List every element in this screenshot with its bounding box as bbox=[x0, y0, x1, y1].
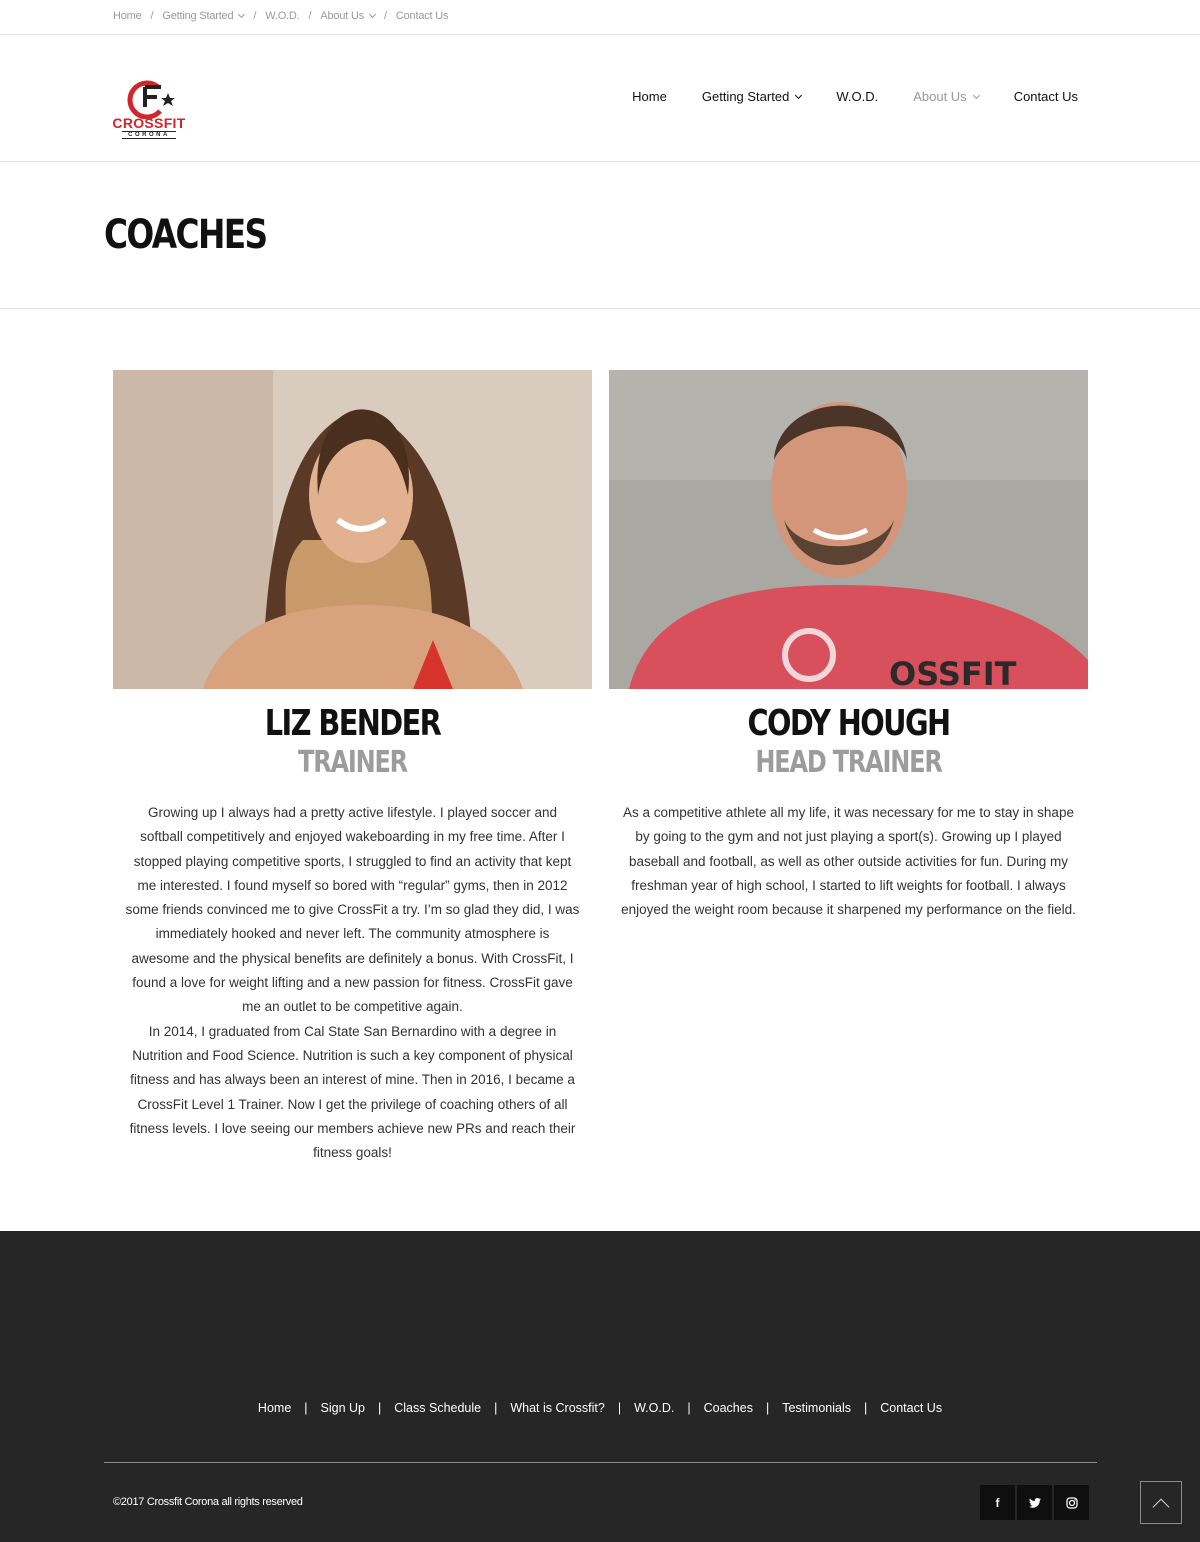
coach-photo-illustration bbox=[113, 370, 592, 689]
coach-photo bbox=[609, 370, 1088, 689]
nav-item-getting-started[interactable]: Getting Started bbox=[702, 89, 801, 104]
social-links bbox=[980, 1485, 1091, 1520]
main-nav bbox=[597, 89, 1078, 104]
coach-bio-paragraph: As a competitive athlete all my life, it was necessary for me to stay in shape by going to the gym and not just playing a sport(s). Growing up I played baseball and football, as well as other outside activities for fun. During my freshman year of high school, I started to lift weights for football. I always enjoyed the weight room because it sharpened my performance on the field. bbox=[621, 805, 1076, 918]
chevron-down-icon bbox=[369, 11, 376, 18]
coach-name: LIZ BENDER bbox=[264, 703, 441, 744]
coach-bio-paragraph: In 2014, I graduated from Cal State San Bernardino with a degree in Nutrition and Food Science. Nutrition is such a key component of physical fitness and has always been an interest of mine. Then in 2016, I became a CrossFit Level 1 Trainer. Now I get the privilege of coaching others of all fitness levels. I love seeing our members achieve new PRs and reach their fitness goals! bbox=[129, 1023, 576, 1161]
coach-name: CODY HOUGH bbox=[747, 703, 950, 744]
logo-sub-text: CORONA bbox=[122, 131, 176, 139]
coach-photo bbox=[113, 370, 592, 689]
site-footer bbox=[0, 1231, 1200, 1542]
instagram-icon[interactable] bbox=[1054, 1485, 1089, 1520]
crossfit-emblem-icon bbox=[105, 79, 193, 119]
footer-link-separator: | bbox=[863, 1401, 868, 1415]
breadcrumb-home[interactable]: Home bbox=[113, 10, 142, 22]
nav-item-contact-us[interactable]: Contact Us bbox=[1013, 89, 1078, 104]
coach-card bbox=[113, 370, 592, 1165]
svg-text:OSSFIT: OSSFIT bbox=[889, 655, 1017, 689]
footer-link-separator: | bbox=[378, 1401, 382, 1415]
breadcrumb-getting-started[interactable]: Getting Started bbox=[162, 10, 244, 22]
footer-link-separator: | bbox=[494, 1401, 498, 1415]
coach-role: TRAINER bbox=[298, 745, 407, 780]
copyright-text: ©2017 Crossfit Corona all rights reserved bbox=[113, 1496, 303, 1508]
footer-rule bbox=[104, 1462, 1097, 1463]
nav-item-about-us[interactable]: About Us bbox=[913, 89, 978, 104]
chevron-down-icon bbox=[973, 91, 980, 98]
site-header bbox=[0, 35, 1200, 162]
breadcrumb-about-us[interactable]: About Us bbox=[320, 10, 375, 22]
breadcrumb-wod[interactable]: W.O.D. bbox=[265, 10, 300, 22]
coach-bio bbox=[609, 801, 1088, 922]
coach-bio-paragraph: Growing up I always had a pretty active lifestyle. I played soccer and softball competitively and enjoyed wakeboarding in my free time. After I stopped playing competitive sports, I struggled to find an activity that kept me interested. I found myself so bored with “regular” gyms, then in 2012 some friends convinced me to give CrossFit a try. I’m so glad they did, I was immediately hooked and never left. The community atmosphere is awesome and the physical benefits are definitely a bonus. With CrossFit, I found a love for weight lifting and a new passion for fitness. CrossFit gave me an outlet to be competitive again. bbox=[125, 805, 580, 1015]
footer-link-home[interactable]: Home bbox=[257, 1401, 292, 1415]
footer-link-class-schedule[interactable]: Class Schedule bbox=[394, 1401, 482, 1415]
breadcrumb bbox=[113, 10, 448, 22]
instagram-glyph-icon bbox=[1066, 1497, 1078, 1509]
footer-link-separator: | bbox=[687, 1401, 691, 1415]
coach-bio bbox=[113, 801, 592, 1165]
top-breadcrumb-bar bbox=[0, 0, 1200, 35]
nav-item-wod[interactable]: W.O.D. bbox=[836, 89, 879, 104]
footer-link-wod[interactable]: W.O.D. bbox=[634, 1401, 675, 1415]
footer-link-what-is-crossfit[interactable]: What is Crossfit? bbox=[510, 1401, 605, 1415]
chevron-down-icon bbox=[238, 11, 245, 18]
breadcrumb-separator: / bbox=[253, 10, 257, 22]
footer-link-contact-us[interactable]: Contact Us bbox=[880, 1401, 943, 1415]
coach-card bbox=[609, 370, 1088, 922]
page-title: COACHES bbox=[104, 212, 267, 258]
facebook-icon[interactable]: f bbox=[980, 1485, 1015, 1520]
chevron-down-icon bbox=[795, 91, 802, 98]
nav-item-home[interactable]: Home bbox=[632, 89, 667, 104]
chevron-up-icon bbox=[1153, 1498, 1170, 1515]
twitter-bird-icon bbox=[1029, 1498, 1041, 1508]
footer-link-testimonials[interactable]: Testimonials bbox=[782, 1401, 851, 1415]
breadcrumb-contact-us[interactable]: Contact Us bbox=[395, 10, 449, 22]
logo[interactable] bbox=[105, 79, 193, 145]
footer-link-separator: | bbox=[765, 1401, 770, 1415]
breadcrumb-separator: / bbox=[384, 10, 387, 22]
footer-nav bbox=[0, 1401, 1200, 1415]
footer-link-separator: | bbox=[304, 1401, 308, 1415]
twitter-icon[interactable] bbox=[1017, 1485, 1052, 1520]
coach-photo-illustration bbox=[609, 370, 1088, 689]
footer-link-separator: | bbox=[617, 1401, 622, 1415]
footer-link-coaches[interactable]: Coaches bbox=[703, 1401, 753, 1415]
page-title-section bbox=[0, 162, 1200, 309]
footer-link-sign-up[interactable]: Sign Up bbox=[320, 1401, 365, 1415]
breadcrumb-separator: / bbox=[308, 10, 312, 22]
breadcrumb-separator: / bbox=[150, 10, 154, 22]
coach-role: HEAD TRAINER bbox=[755, 745, 942, 780]
back-to-top-button[interactable] bbox=[1140, 1481, 1182, 1524]
logo-brand-text: CROSSFIT bbox=[112, 115, 186, 131]
